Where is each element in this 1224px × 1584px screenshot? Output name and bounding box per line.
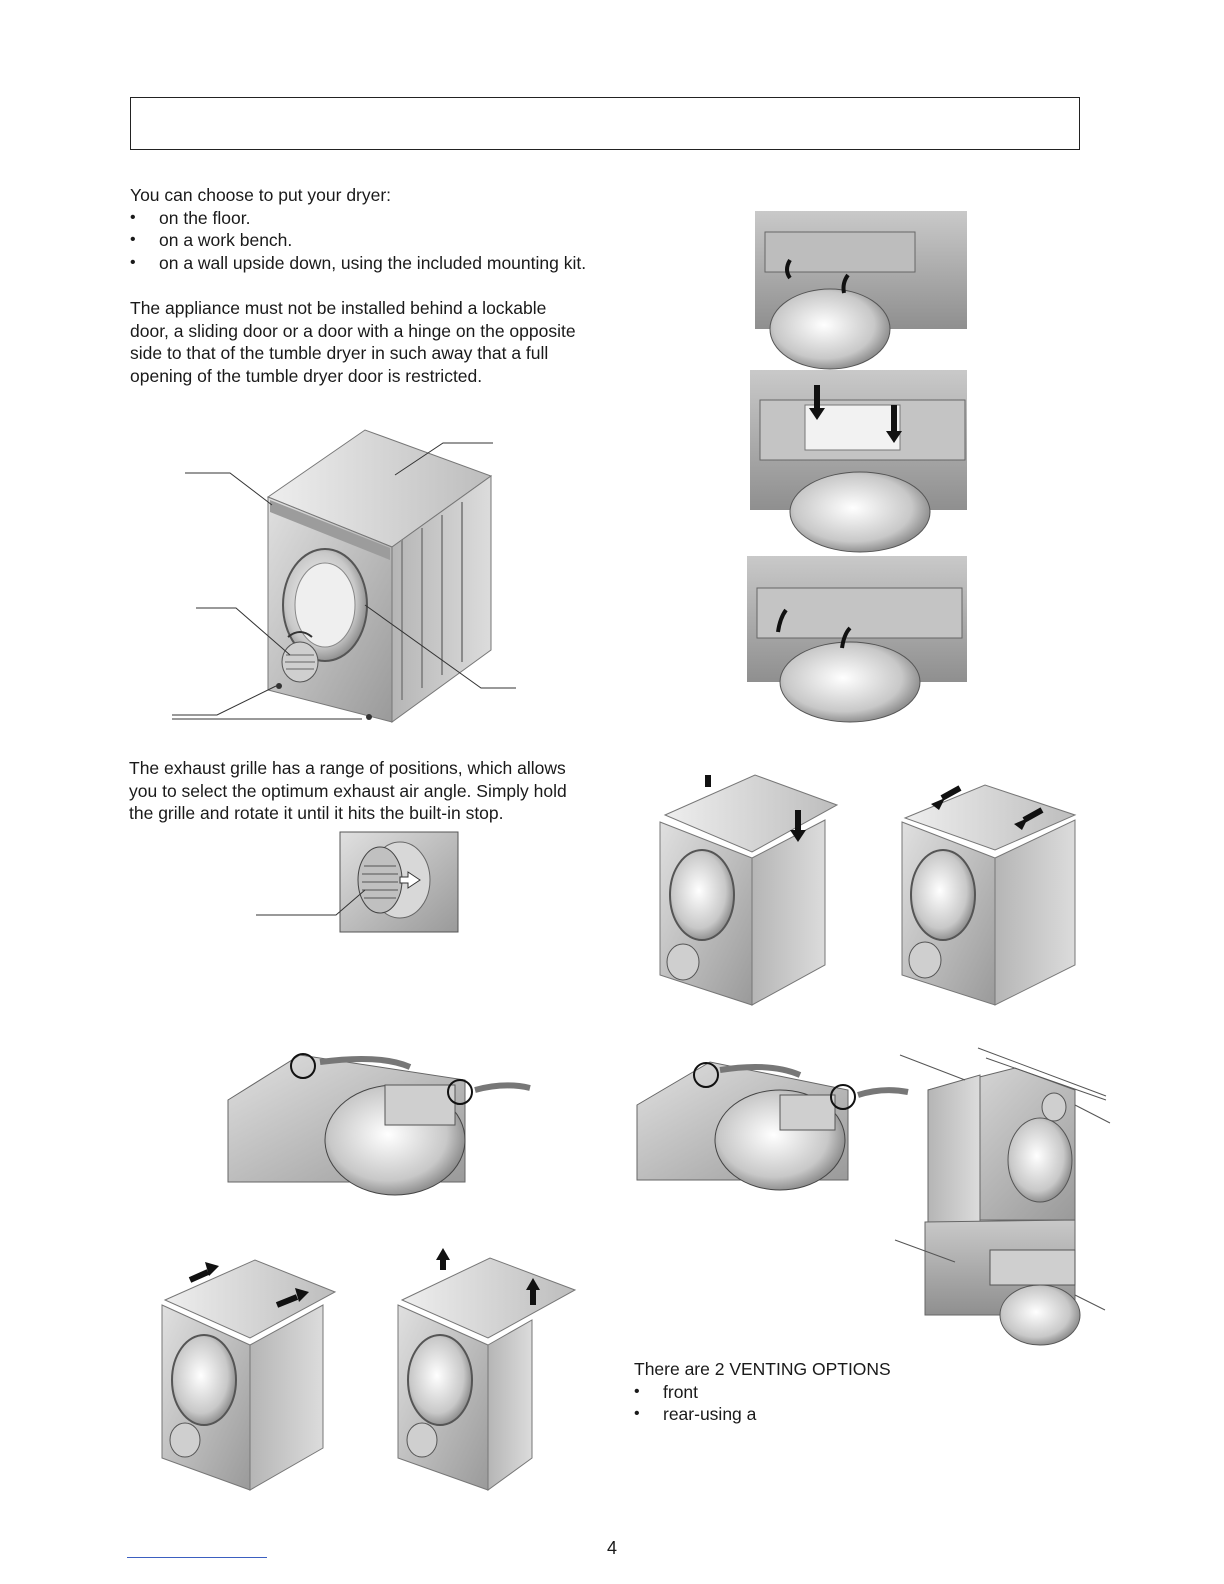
venting-section bbox=[634, 1358, 1054, 1426]
panel-step-2-illustration bbox=[750, 370, 967, 552]
exhaust-grille-text: The exhaust grille has a range of positions, which allows you to select the optimum exhaust air angle. Simply hold the grille and rotate it until it hits the built-in stop. bbox=[129, 758, 567, 823]
stacked-dryer-illustration bbox=[895, 1048, 1110, 1345]
panel-step-1-illustration bbox=[755, 211, 967, 369]
rear-screws-left-illustration bbox=[228, 1054, 530, 1195]
top-removal-illustration bbox=[660, 775, 1075, 1005]
list-item: • on a wall upside down, using the included mounting kit. bbox=[130, 252, 590, 275]
list-item: • front bbox=[634, 1381, 1054, 1404]
list-item: • on the floor. bbox=[130, 207, 590, 230]
list-item: • rear-using a bbox=[634, 1403, 1054, 1426]
venting-heading: There are 2 VENTING OPTIONS bbox=[634, 1359, 891, 1379]
rear-screws-right-illustration bbox=[637, 1062, 908, 1190]
venting-options-list bbox=[634, 1381, 1054, 1426]
panel-step-3-illustration bbox=[747, 556, 967, 722]
top-lift-illustration bbox=[162, 1248, 575, 1490]
list-item: • on a work bench. bbox=[130, 229, 590, 252]
footer-link-line bbox=[127, 1557, 267, 1558]
exhaust-grille-illustration bbox=[256, 832, 458, 932]
dryer-main-illustration bbox=[172, 430, 516, 722]
placement-intro: You can choose to put your dryer: bbox=[130, 185, 392, 205]
page-number: 4 bbox=[606, 1538, 617, 1558]
installation-warning: The appliance must not be installed behind a lockable door, a sliding door or a door with a hinge on the opposite side to that of the tumble dryer in such away that a full opening of the tumble dryer door is restricted. bbox=[130, 298, 576, 386]
